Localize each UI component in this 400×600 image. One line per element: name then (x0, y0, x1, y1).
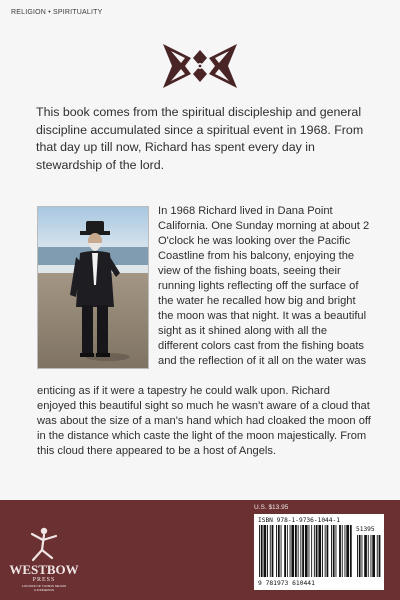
price-label: U.S. $13.95 (254, 504, 289, 511)
barcode-addon-bar (359, 535, 361, 577)
barcode-addon-bar (379, 535, 381, 577)
barcode-bar (345, 525, 346, 577)
story-paragraph-part-1: In 1968 Richard lived in Dana Point California. One Sunday morning at about 2 O'clock he was looking over the Pacific Coastline from his balcony, enjoying the view of the fishing boats, seeing their running lights reflecting off the surface of the water he recalled how big and bright the moon was that night. It was a beautiful sight as it shined along with all the different colors cast from the fishing boats and the reflection of it all on the water was (158, 205, 370, 368)
barcode-bar (316, 525, 318, 577)
barcode-bar (290, 525, 291, 577)
barcode-bar (322, 525, 323, 577)
barcode-bar (264, 525, 267, 577)
barcode-bar (259, 525, 260, 577)
barcode-bar (261, 525, 263, 577)
barcode-bar (284, 525, 286, 577)
barcode-bar (305, 525, 308, 577)
isbn-label: ISBN 978-1-9736-1044-1 (258, 517, 340, 524)
publisher-press: PRESS (32, 577, 56, 583)
barcode-bar (346, 525, 349, 577)
barcode-addon-bar (377, 535, 378, 577)
isbn-digits: 9 781973 610441 (258, 580, 315, 587)
barcode-bar (318, 525, 321, 577)
publisher-tagline-1: A DIVISION OF THOMAS NELSON (21, 584, 67, 588)
barcode-bar (325, 525, 326, 577)
barcode-addon-bar (364, 535, 367, 577)
barcode-bar (339, 525, 341, 577)
barcode-bar (291, 525, 294, 577)
author-photo (37, 206, 149, 369)
barcode-addon-bar (368, 535, 369, 577)
barcode-bar (331, 525, 332, 577)
barcode-bar (267, 525, 268, 577)
barcode-bar (342, 525, 343, 577)
barcode-bar (300, 525, 301, 577)
barcode-addon-bar (371, 535, 372, 577)
barcode-bar (336, 525, 337, 577)
barcode-bar (302, 525, 304, 577)
decorative-ornament (155, 38, 245, 94)
story-paragraph-part-2: enticing as if it were a tapestry he could walk upon. Richard enjoyed this beautiful sight so much he wasn't aware of a cloud that was about the size of a man's hand which had cloaked the moon off in the distance which caste the light of the moon majestically. From this cloud there appeared to be a host of Angels. (37, 385, 371, 458)
barcode-bar (278, 525, 280, 577)
barcode-bar (309, 525, 310, 577)
barcode-bar (298, 525, 299, 577)
category-label: RELIGION • SPIRITUALITY (11, 9, 103, 16)
barcode-bar (295, 525, 297, 577)
price-code: 51395 (356, 526, 375, 533)
barcode-addon-bar (357, 535, 358, 577)
barcode-bar (272, 525, 274, 577)
barcode-bar (287, 525, 288, 577)
barcode-bar (327, 525, 329, 577)
publisher-name: WESTBOW (9, 562, 79, 577)
publisher-logo (8, 522, 80, 594)
intro-blurb: This book comes from the spiritual discipleship and general discipline accumulated since a spiritual event in 1968. From that day up till now, Richard has spent every day in stewardship of the lord. (36, 105, 364, 172)
barcode-bar (311, 525, 312, 577)
barcode-bar (270, 525, 271, 577)
barcode-bar (333, 525, 335, 577)
barcode-bar (276, 525, 277, 577)
barcode-bar (350, 525, 352, 577)
isbn-barcode (259, 525, 381, 580)
barcode-bar (314, 525, 315, 577)
barcode-addon-bar (372, 535, 375, 577)
publisher-tagline-2: & ZONDERVAN (34, 588, 54, 592)
barcode-bar (281, 525, 282, 577)
barcode-addon-bar (362, 535, 363, 577)
